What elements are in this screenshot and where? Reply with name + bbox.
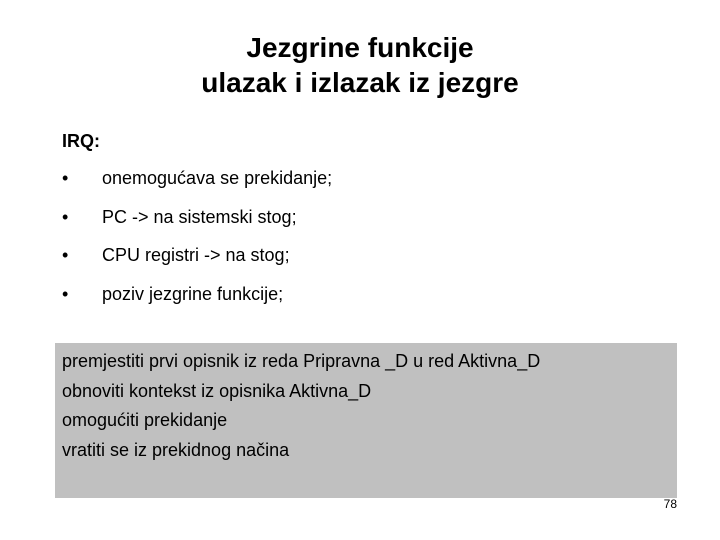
bullet-text: onemogućava se prekidanje; — [102, 168, 333, 188]
algorithm-line: obnoviti kontekst iz opisnika Aktivna_D — [62, 380, 372, 401]
bullet-list — [62, 168, 332, 322]
bullet-icon: • — [62, 245, 69, 265]
bullet-text: poziv jezgrine funkcije; — [102, 283, 284, 304]
bullet-item — [62, 168, 332, 207]
algorithm-line: premjestiti prvi opisnik iz reda Pripravna _D u red Aktivna_D — [62, 351, 541, 371]
bullet-item — [62, 245, 332, 284]
irq-label: IRQ: — [62, 131, 100, 151]
slide-title — [0, 30, 720, 100]
page-number: 78 — [663, 497, 677, 511]
bullet-text: CPU registri -> na stog; — [102, 245, 290, 265]
bullet-icon: • — [62, 168, 69, 188]
algorithm-line: vratiti se iz prekidnog načina — [62, 439, 290, 460]
bullet-icon: • — [62, 283, 69, 304]
bullet-item — [62, 207, 332, 246]
bullet-item — [62, 284, 332, 323]
algorithm-line: omogućiti prekidanje — [62, 410, 228, 430]
title-line-1: Jezgrine funkcije — [246, 32, 474, 63]
algorithm-box — [55, 343, 677, 498]
title-line-2: ulazak i izlazak iz jezgre — [201, 67, 519, 98]
bullet-icon: • — [62, 206, 69, 227]
bullet-text: PC -> na sistemski stog; — [102, 206, 297, 227]
